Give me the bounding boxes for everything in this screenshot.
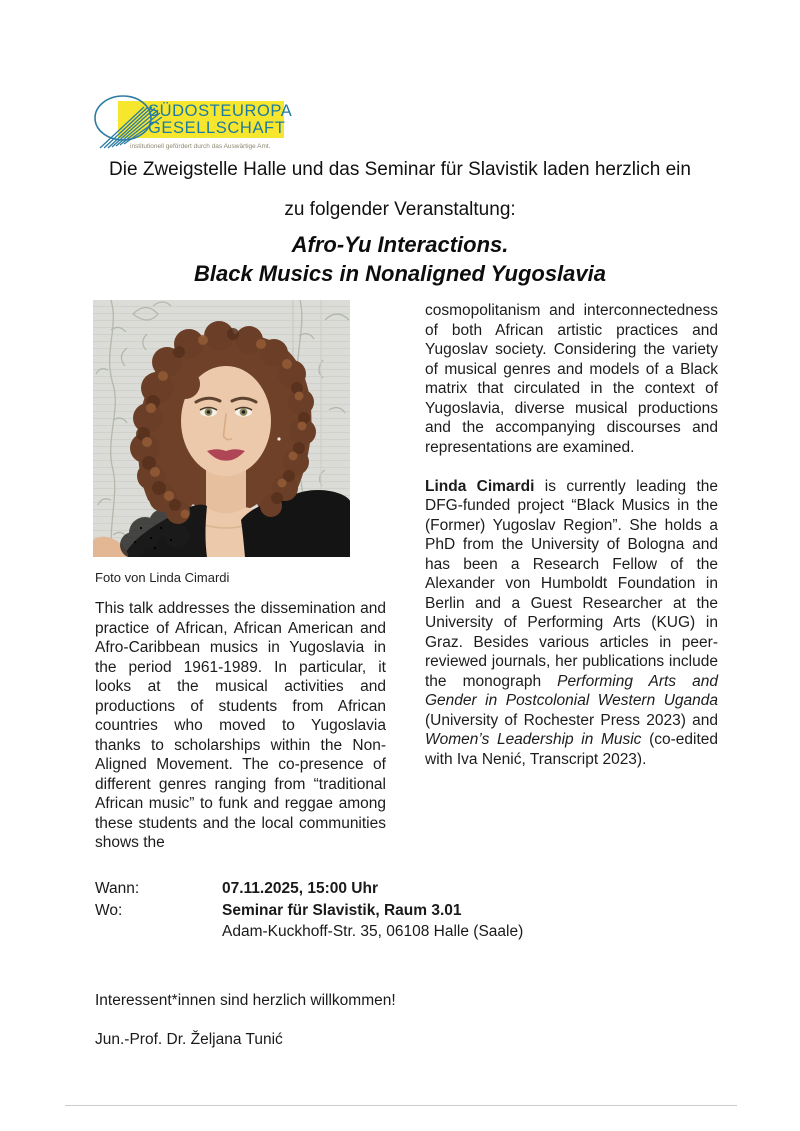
when-label: Wann: [95, 880, 140, 897]
footer-divider [65, 1105, 737, 1106]
sog-logo [92, 92, 302, 156]
body-column-left [95, 599, 386, 853]
photo-caption: Foto von Linda Cimardi [95, 570, 230, 585]
when-value: 07.11.2025, 15:00 Uhr [222, 880, 378, 897]
address-value: Adam-Kuckhoff-Str. 35, 06108 Halle (Saale) [222, 923, 524, 940]
event-details [95, 878, 655, 943]
where-value: Seminar für Slavistik, Raum 3.01 [222, 901, 462, 919]
detail-row-address [95, 921, 655, 943]
event-title [0, 230, 800, 288]
logo-name-line1: SÜDOSTEUROPA [148, 102, 293, 120]
intro-line-2: zu folgender Veranstaltung: [284, 199, 516, 220]
speaker-bio [425, 477, 718, 770]
sog-logo-graphic [92, 92, 302, 156]
bio-text-3: (co-edited with Iva Nenić, Transcript 2023). [425, 731, 718, 768]
talk-abstract-part1: This talk addresses the dissemination and practice of African, African American and Afro-Caribbean musics in Yugoslavia in the period 1961-1989. In particular, it looks at the musical activities and productions of students from African countries who moved to Yugoslavia thanks to scholarships within the Non-Aligned Movement. The co-presence of different genres ranging from “traditional African music” to funk and reggae among these students and the local communities shows the [95, 600, 386, 851]
event-title-line1: Afro-Yu Interactions. [291, 232, 509, 257]
logo-name-line2: GESELLSCHAFT [148, 119, 286, 137]
detail-row-where [95, 900, 655, 922]
talk-abstract-part2: cosmopolitanism and interconnectedness of both African artistic practices and Yugoslav society. Considering the variety of musical genres and models of a Black matrix that circulated in the context of Yugoslavia, diverse musical productions and the accompanying discourses and representations are examined. [425, 302, 718, 456]
event-title-line2: Black Musics in Nonaligned Yugoslavia [193, 261, 606, 286]
intro-line-1: Die Zweigstelle Halle und das Seminar für Slavistik laden herzlich ein [109, 159, 691, 180]
address-label [95, 921, 222, 943]
speaker-name: Linda Cimardi [425, 477, 535, 495]
speaker-photo [93, 300, 350, 557]
body-column-right [425, 301, 718, 769]
welcome-note: Interessent*innen sind herzlich willkommen! [95, 992, 396, 1009]
book-title-2: Women’s Leadership in Music [425, 731, 642, 748]
bio-text-2: (University of Rochester Press 2023) and [425, 711, 718, 729]
speaker-portrait-image [93, 300, 350, 557]
logo-tagline: institutionell gefördert durch das Auswärtige Amt. [130, 143, 271, 150]
book-title-1: Performing Arts and Gender in Postcolonial Western Uganda [425, 672, 718, 709]
detail-row-when [95, 878, 655, 900]
host-signature: Jun.-Prof. Dr. Željana Tunić [95, 1031, 283, 1048]
bio-text-1: is currently leading the DFG-funded project “Black Musics in the (Former) Yugoslav Region”. She holds a PhD from the University of Bologna and has been a Research Fellow of the Alexander von Humboldt Foundation in Berlin and a Guest Researcher at the University of Performing Arts (KUG) in Graz. Besides various articles in peer-reviewed journals, her publications include the monograph [425, 477, 718, 690]
where-label: Wo: [95, 901, 123, 919]
